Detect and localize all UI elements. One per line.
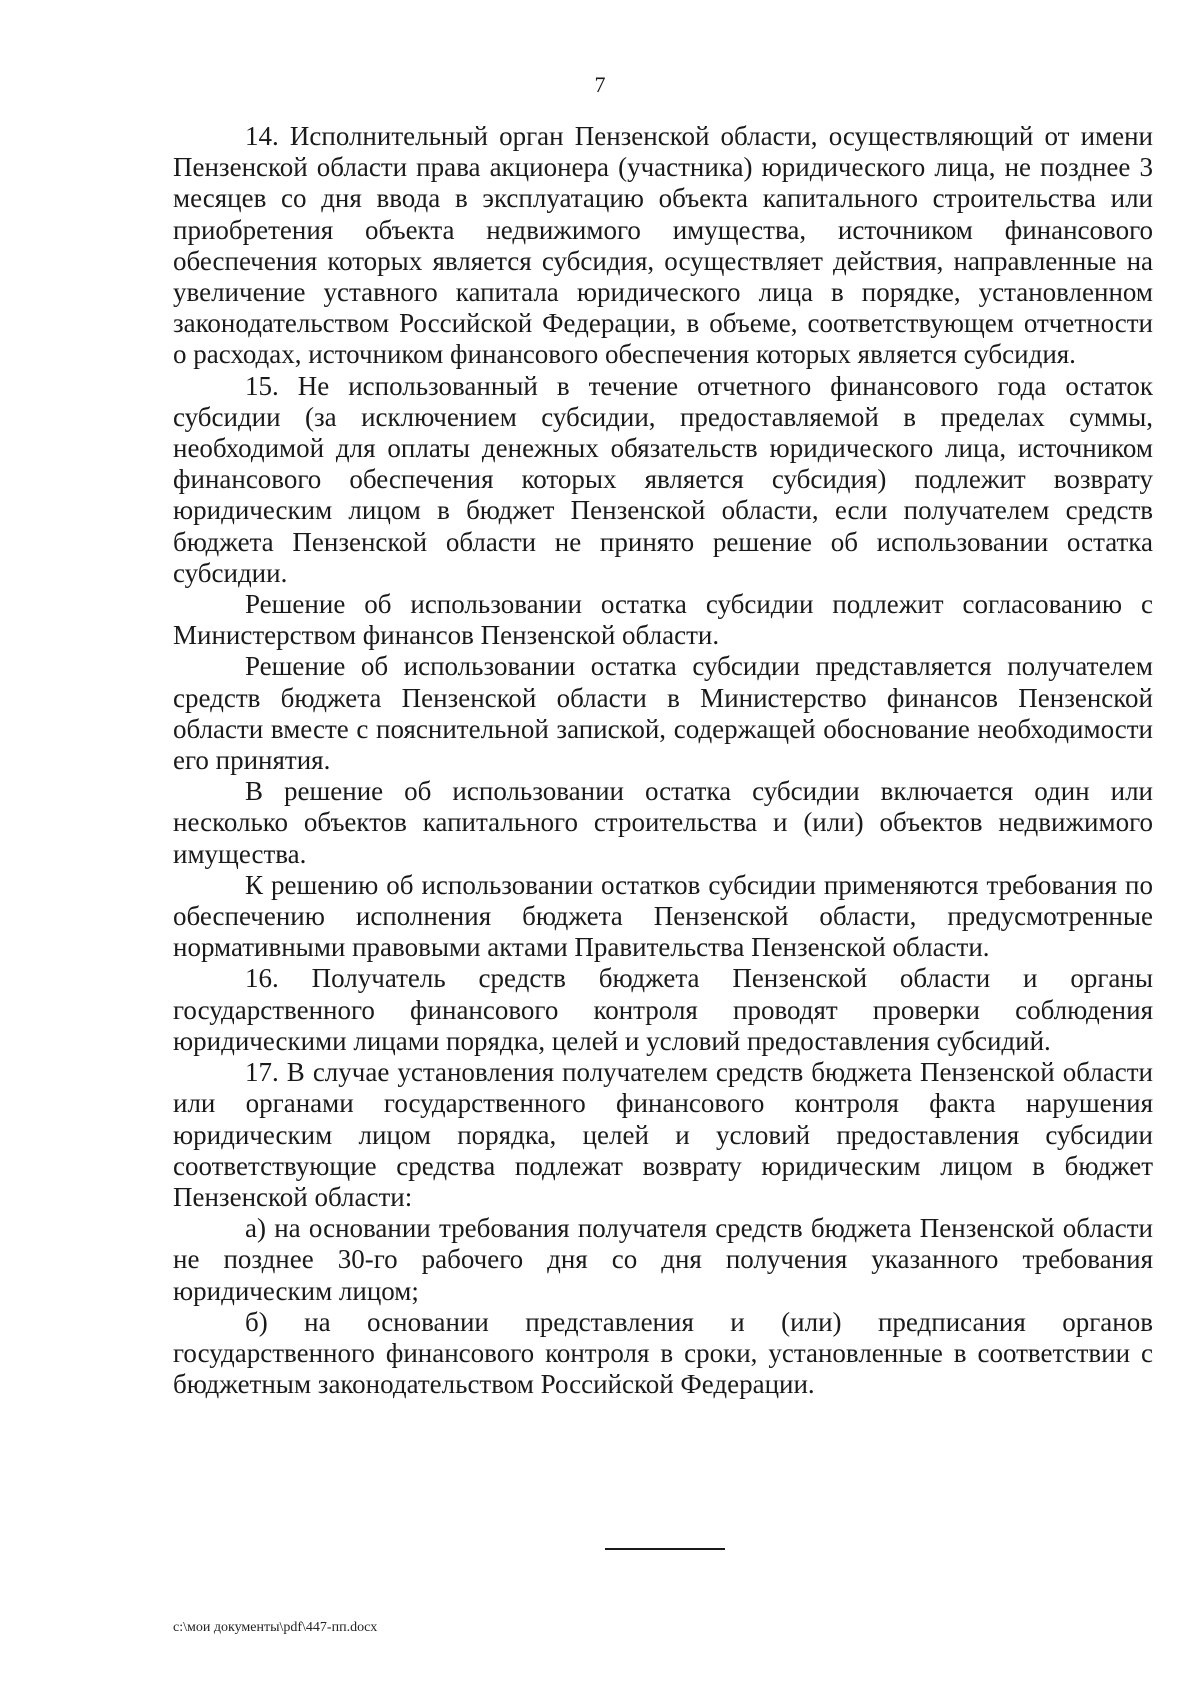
paragraph-17-item-b: б) на основании представления и (или) предписания органов государственного финансового контроля в сроки, установленные в соответствии с бюджетным законодательством Российской Федерации. — [173, 1306, 1153, 1400]
paragraph-14: 14. Исполнительный орган Пензенской области, осуществляющий от имени Пензенской области права акционера (участника) юридического лица, не позднее 3 месяцев со дня ввода в эксплуатацию объекта капитального строительства или приобретения объекта недвижимого имущества, источником финансового обеспечения которых является субсидия, осуществляет действия, направленные на увеличение уставного капитала юридического лица в порядке, установленном законодательством Российской Федерации, в объеме, соответствующем отчетности о расходах, источником финансового обеспечения которых является субсидия. — [173, 121, 1153, 370]
document-body — [173, 121, 1153, 1400]
footer-file-path: c:\мои документы\pdf\447-пп.docx — [173, 1620, 378, 1635]
paragraph-17: 17. В случае установления получателем средств бюджета Пензенской области или органами государственного финансового контроля факта нарушения юридическим лицом порядка, целей и условий предоставления субсидии соответствующие средства подлежат возврату юридическим лицом в бюджет Пензенской области: — [173, 1057, 1153, 1212]
paragraph-15-approval: Решение об использовании остатка субсидии подлежит согласованию с Министерством финансов Пензенской области. — [173, 589, 1153, 651]
paragraph-15: 15. Не использованный в течение отчетного финансового года остаток субсидии (за исключением субсидии, предоставляемой в пределах суммы, необходимой для оплаты денежных обязательств юридического лица, источником финансового обеспечения которых является субсидия) подлежит возврату юридическим лицом в бюджет Пензенской области, если получателем средств бюджета Пензенской области не принято решение об использовании остатка субсидии. — [173, 370, 1153, 588]
paragraph-15-requirements: К решению об использовании остатков субсидии применяются требования по обеспечению исполнения бюджета Пензенской области, предусмотренные нормативными правовыми актами Правительства Пензенской области. — [173, 869, 1153, 963]
paragraph-15-submission: Решение об использовании остатка субсидии представляется получателем средств бюджета Пензенской области в Министерство финансов Пензенской области вместе с пояснительной запиской, содержащей обоснование необходимости его принятия. — [173, 651, 1153, 776]
paragraph-17-item-a: а) на основании требования получателя средств бюджета Пензенской области не позднее 30-го рабочего дня со дня получения указанного требования юридическим лицом; — [173, 1213, 1153, 1306]
end-separator-line — [605, 1548, 725, 1550]
page-number: 7 — [594, 72, 606, 97]
paragraph-16: 16. Получатель средств бюджета Пензенской области и органы государственного финансового контроля проводят проверки соблюдения юридическими лицами порядка, целей и условий предоставления субсидий. — [173, 963, 1153, 1056]
paragraph-15-objects: В решение об использовании остатка субсидии включается один или несколько объектов капитального строительства и (или) объектов недвижимого имущества. — [173, 776, 1153, 869]
